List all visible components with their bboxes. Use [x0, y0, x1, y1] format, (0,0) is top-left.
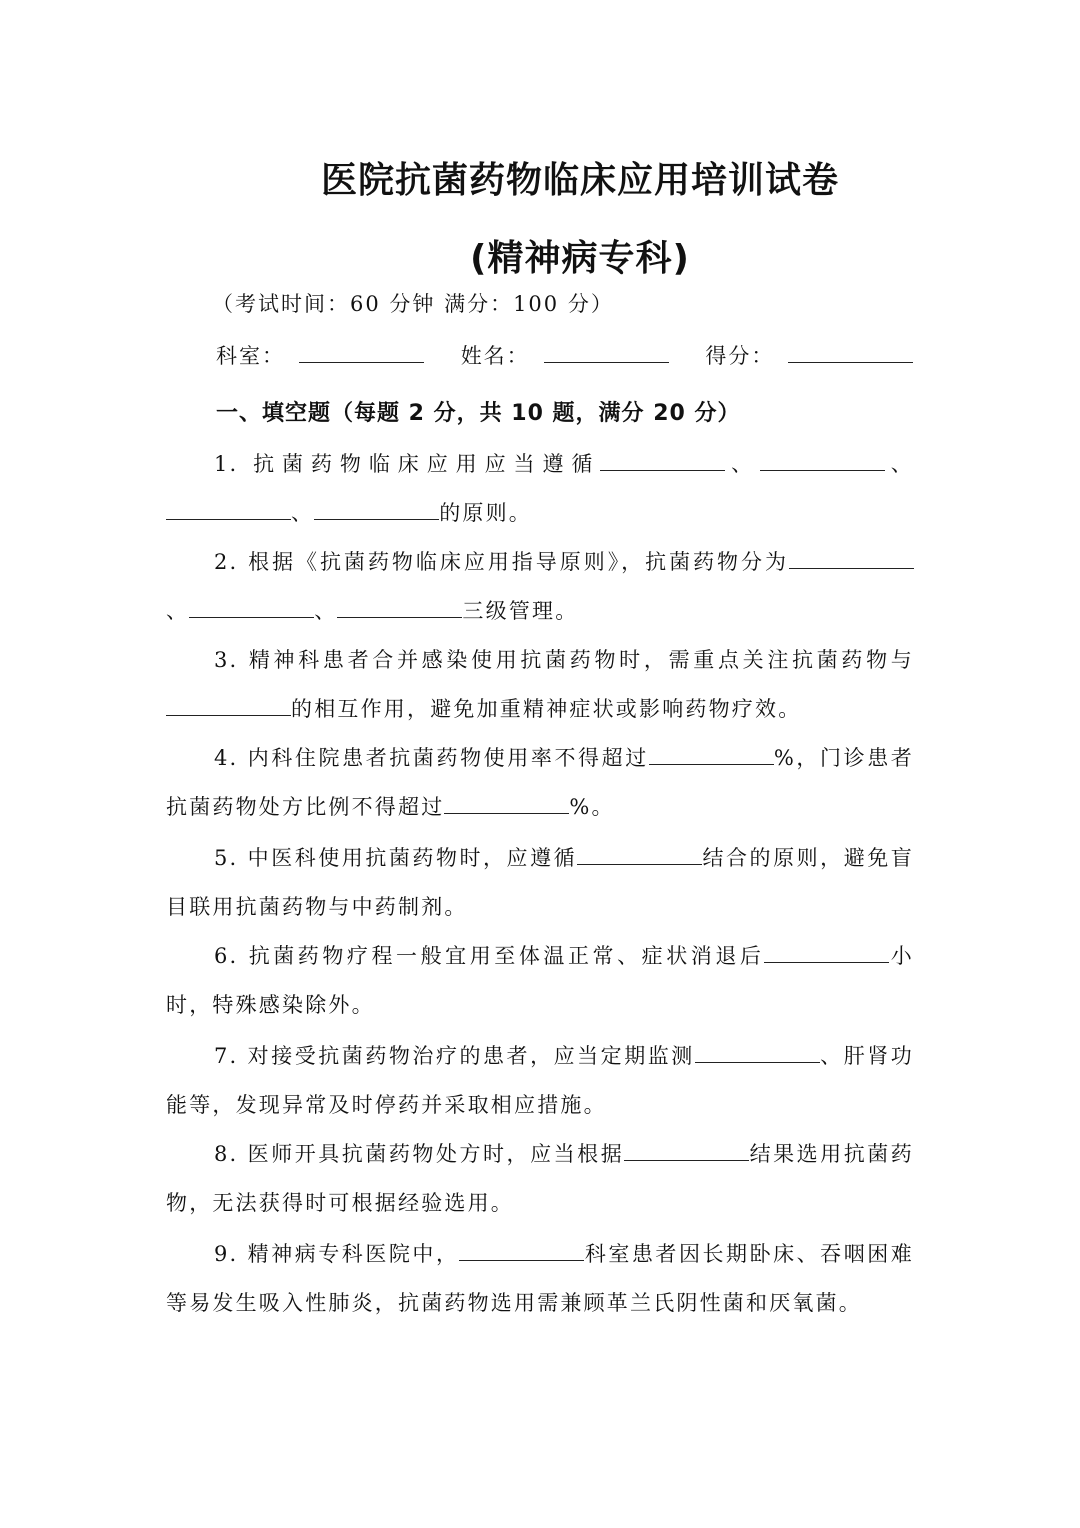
answer-blank[interactable] [337, 599, 462, 618]
question-text: 、 [291, 501, 315, 525]
exam-info: （考试时间：60 分钟 满分：100 分） [212, 292, 614, 316]
answer-blank[interactable] [577, 846, 702, 865]
question-number: 1. [214, 452, 239, 476]
student-info-row [216, 340, 927, 370]
question-text: 、 [166, 599, 190, 623]
question-text: 精神病专科医院中， [247, 1242, 460, 1266]
question-8 [166, 1130, 914, 1228]
question-text: 中医科使用抗菌药物时，应遵循 [247, 846, 578, 870]
question-number: 6. [214, 944, 239, 968]
question-text: 医师开具抗菌药物处方时，应当根据 [247, 1142, 625, 1166]
question-6 [166, 932, 914, 1030]
question-text: 的原则。 [439, 501, 533, 525]
question-number: 5. [214, 846, 239, 870]
question-7 [166, 1032, 914, 1130]
question-number: 9. [214, 1242, 239, 1266]
score-label: 得分： [705, 344, 775, 368]
question-text: 结果选用抗菌药物，无法获得时可根据经验选用。 [166, 1142, 914, 1215]
question-text: 精神科患者合并感染使用抗菌药物时，需重点关注抗菌药物与 [248, 648, 914, 672]
score-blank[interactable] [788, 344, 913, 363]
question-number: 3. [214, 648, 239, 672]
department-blank[interactable] [299, 344, 424, 363]
question-number: 4. [214, 746, 239, 770]
answer-blank[interactable] [624, 1142, 749, 1161]
paper-subtitle: (精神病专科) [470, 238, 690, 279]
question-4 [166, 734, 914, 832]
question-text: 、肝肾功能等，发现异常及时停药并采取相应措施。 [166, 1044, 914, 1117]
question-text: 科室患者因长期卧床、吞咽困难等易发生吸入性肺炎，抗菌药物选用需兼顾革兰氏阴性菌和厌氧菌。 [166, 1242, 914, 1315]
question-text: 根据《抗菌药物临床应用指导原则》，抗菌药物分为 [248, 550, 789, 574]
answer-blank[interactable] [459, 1242, 584, 1261]
answer-blank[interactable] [760, 452, 885, 471]
question-text: 、 [314, 599, 338, 623]
answer-blank[interactable] [764, 944, 889, 963]
question-2 [166, 538, 914, 636]
answer-blank[interactable] [695, 1044, 820, 1063]
answer-blank[interactable] [314, 501, 439, 520]
question-text: 的相互作用，避免加重精神症状或影响药物疗效。 [291, 697, 802, 721]
question-text: 、 [725, 452, 761, 476]
question-number: 8. [214, 1142, 239, 1166]
department-label: 科室： [216, 344, 285, 368]
question-number: 2. [214, 550, 239, 574]
question-text: 抗菌药物疗程一般宜用至体温正常、症状消退后 [248, 944, 765, 968]
answer-blank[interactable] [189, 599, 314, 618]
name-blank[interactable] [544, 344, 669, 363]
paper-title: 医院抗菌药物临床应用培训试卷 [320, 160, 839, 201]
question-text: 内科住院患者抗菌药物使用率不得超过 [247, 746, 649, 770]
question-number: 7. [214, 1044, 239, 1068]
answer-blank[interactable] [649, 746, 774, 765]
answer-blank[interactable] [600, 452, 725, 471]
question-3 [166, 636, 914, 734]
answer-blank[interactable] [166, 697, 291, 716]
question-text: 、 [885, 452, 914, 476]
name-label: 姓名： [460, 344, 530, 368]
question-text: 小时，特殊感染除外。 [166, 944, 914, 1017]
answer-blank[interactable] [444, 795, 569, 814]
question-text: 三级管理。 [462, 599, 579, 623]
question-text: %，门诊患者抗菌药物处方比例不得超过 [166, 746, 914, 819]
question-5 [166, 834, 914, 932]
section-title: 一、填空题（每题 2 分，共 10 题，满分 20 分） [216, 401, 741, 426]
question-text: 抗菌药物临床应用应当遵循 [253, 452, 601, 476]
question-text: 对接受抗菌药物治疗的患者，应当定期监测 [247, 1044, 695, 1068]
question-9 [166, 1230, 914, 1328]
question-1 [166, 440, 914, 538]
answer-blank[interactable] [789, 550, 914, 569]
answer-blank[interactable] [166, 501, 291, 520]
question-text: 结合的原则，避免盲目联用抗菌药物与中药制剂。 [166, 846, 914, 919]
question-text: %。 [569, 795, 615, 819]
